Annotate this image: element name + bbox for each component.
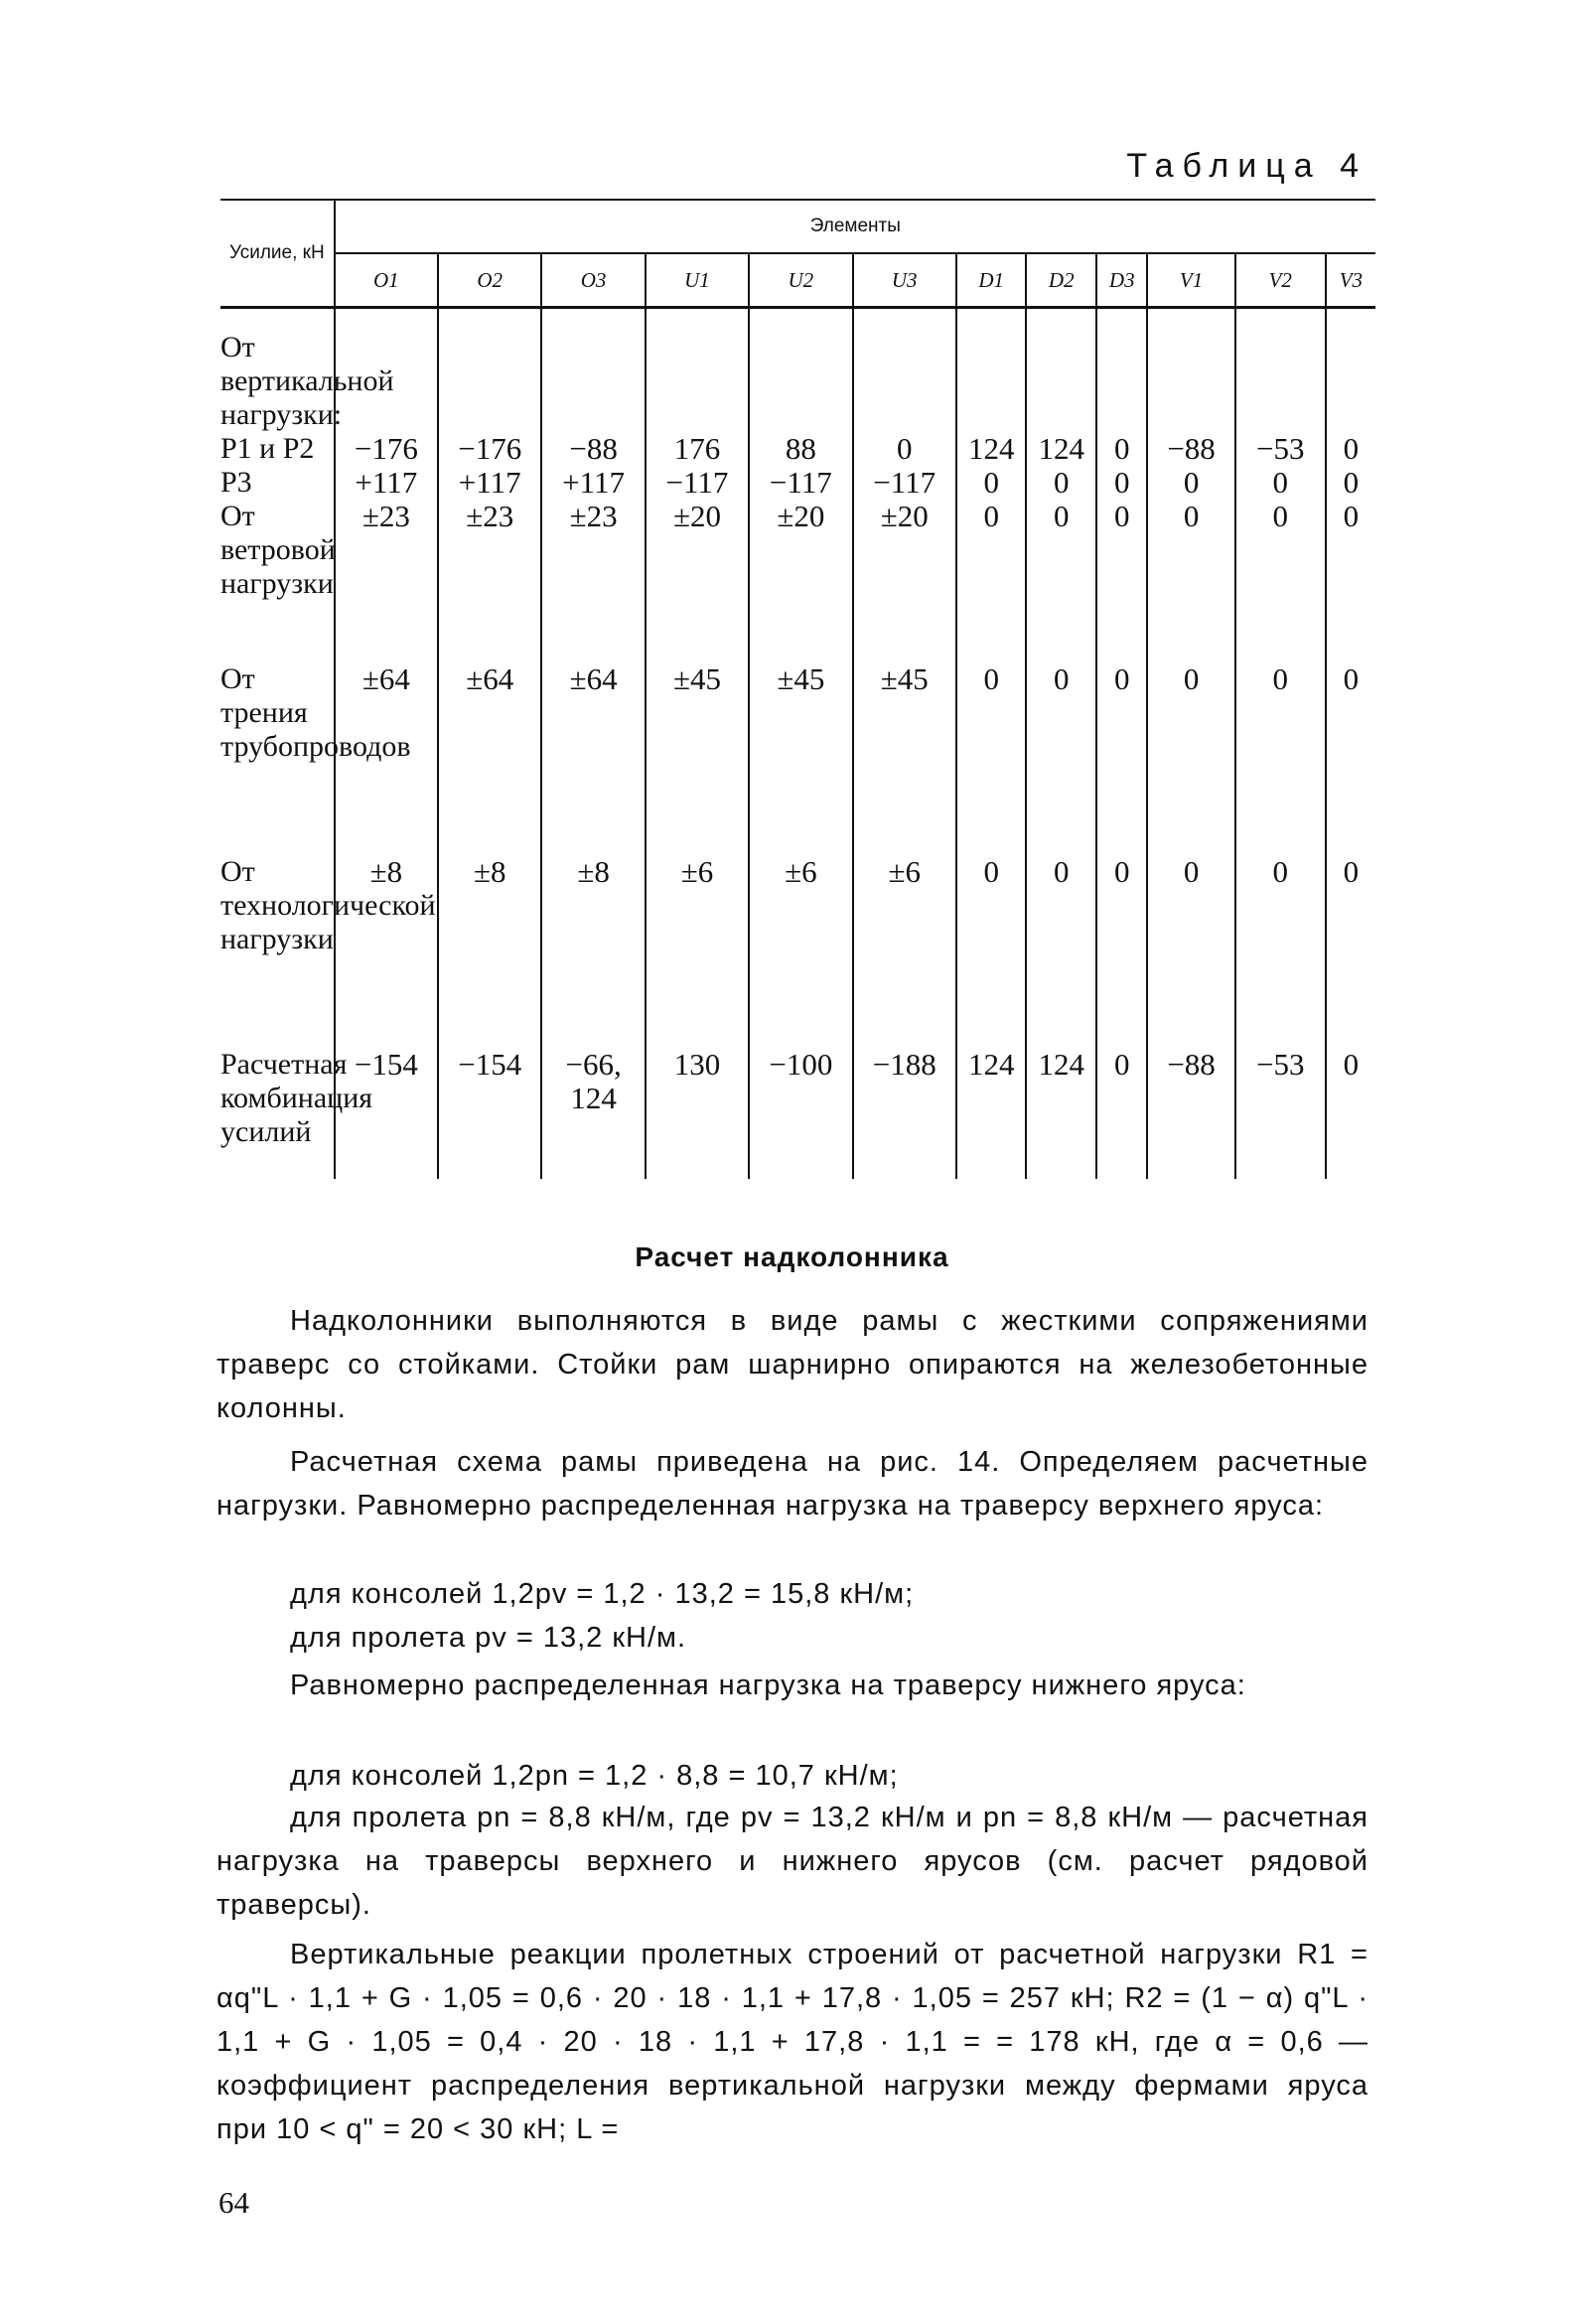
table-cell: −66, 124 (541, 1048, 645, 1179)
table-cell: −154 (438, 1048, 541, 1179)
table-cell: ±6 (749, 855, 852, 1048)
table-cell: 0 (1026, 855, 1096, 1048)
table-cell: ±23 (541, 500, 645, 662)
table-row (220, 1048, 1375, 1179)
table-caption: Таблица 4 (1126, 147, 1368, 185)
table-cell: 0 (956, 500, 1027, 662)
paragraph-2: Расчетная схема рамы приведена на рис. 14. Определяем расчетные нагрузки. Равномерно распределенная нагрузка на траверсу верхнего яруса: (216, 1446, 1368, 1522)
table-cell: −188 (853, 1048, 956, 1179)
table-cell: ±45 (853, 662, 956, 855)
table-cell: −88 (1147, 1048, 1234, 1179)
table-cell: ±8 (438, 855, 541, 1048)
table-cell: −176 (438, 432, 541, 466)
table-cell: 176 (646, 432, 749, 466)
table-cell: ±64 (335, 662, 438, 855)
table-row (220, 500, 1375, 662)
table-cell: 0 (853, 432, 956, 466)
table-cell: 0 (1096, 500, 1147, 662)
table-cell: 0 (1147, 500, 1234, 662)
table-cell: −100 (749, 1048, 852, 1179)
column-header: D3 (1096, 253, 1147, 308)
table-cell: ±64 (438, 662, 541, 855)
table-cell: 0 (1096, 432, 1147, 466)
table-cell (853, 308, 956, 433)
paragraph-1: Надколонники выполняются в виде рамы с жесткими сопряжениями траверс со стойками. Стойки рам шарнирно опираются на железобетонные колонны. (216, 1305, 1368, 1424)
table-cell: 0 (1096, 662, 1147, 855)
table-cell (956, 308, 1027, 433)
table-cell: 0 (1235, 500, 1326, 662)
formula-console-lower: для консолей 1,2pn = 1,2 · 8,8 = 10,7 кН/м; (290, 1760, 899, 1792)
table-row (220, 466, 1375, 500)
table-cell: −117 (646, 466, 749, 500)
table-cell: ±45 (749, 662, 852, 855)
section-heading: Расчет надколонника (635, 1241, 949, 1272)
table-cell: 0 (1326, 1048, 1375, 1179)
table-cell: 0 (1326, 432, 1375, 466)
table-cell: 0 (1326, 466, 1375, 500)
table-cell (1326, 308, 1375, 433)
column-header: U3 (853, 253, 956, 308)
row-label: P1 и P2 (220, 432, 315, 465)
table-cell: ±6 (853, 855, 956, 1048)
table-cell: +117 (541, 466, 645, 500)
column-header: O1 (335, 253, 438, 308)
table-cell: ±8 (541, 855, 645, 1048)
table-cell (1096, 308, 1147, 433)
column-header: U2 (749, 253, 852, 308)
column-header: U1 (646, 253, 749, 308)
column-header: V3 (1326, 253, 1375, 308)
corner-header: Усилие, кН (228, 242, 325, 263)
column-header: D2 (1026, 253, 1096, 308)
page-number: 64 (218, 2185, 249, 2220)
table-cell: 0 (956, 855, 1027, 1048)
table-cell: 0 (1235, 466, 1326, 500)
table-cell (1147, 308, 1234, 433)
table-cell: 0 (1096, 855, 1147, 1048)
table-row (220, 855, 1375, 1048)
table-cell: 0 (1326, 500, 1375, 662)
row-label: Расчетная комбинация усилий (220, 1048, 373, 1148)
table-cell: 0 (1326, 855, 1375, 1048)
table-row (220, 308, 1375, 433)
table-cell: −117 (749, 466, 852, 500)
paragraph-3: Равномерно распределенная нагрузка на траверсу нижнего яруса: (290, 1670, 1246, 1701)
table-cell: 124 (956, 432, 1027, 466)
table-cell: 0 (1026, 466, 1096, 500)
table-cell: 0 (1147, 466, 1234, 500)
table-cell: −88 (541, 432, 645, 466)
paragraph-4: для пролета pn = 8,8 кН/м, где pv = 13,2 кН/м и pn = 8,8 кН/м — расчетная нагрузка на траверсы верхнего и нижнего ярусов (см. расчет рядовой траверсы). (216, 1802, 1368, 1921)
column-header: D1 (956, 253, 1027, 308)
table-cell: 0 (1096, 466, 1147, 500)
row-label: От технологической нагрузки (220, 855, 436, 955)
row-label: От ветровой нагрузки (220, 500, 336, 600)
table-cell (1026, 308, 1096, 433)
table-cell: ±20 (853, 500, 956, 662)
formula-span-upper: для пролета pv = 13,2 кН/м. (290, 1622, 687, 1654)
column-header: V1 (1147, 253, 1234, 308)
table-cell: +117 (335, 466, 438, 500)
table-cell: ±8 (335, 855, 438, 1048)
column-header: O2 (438, 253, 541, 308)
table-cell: +117 (438, 466, 541, 500)
table-cell: 0 (1147, 855, 1234, 1048)
table-cell: −154 (335, 1048, 438, 1179)
table-cell: −88 (1147, 432, 1234, 466)
table-cell: 124 (956, 1048, 1027, 1179)
forces-table (220, 199, 1375, 1179)
table-cell: ±45 (646, 662, 749, 855)
table-cell: 0 (1235, 662, 1326, 855)
group-header: Элементы (335, 200, 1375, 253)
table-cell: −53 (1235, 432, 1326, 466)
table-body (220, 308, 1375, 1180)
table-cell: 0 (956, 466, 1027, 500)
table-cell: 124 (1026, 1048, 1096, 1179)
table-cell (438, 308, 541, 433)
table-cell: ±23 (335, 500, 438, 662)
paragraph-5: Вертикальные реакции пролетных строений от расчетной нагрузки R1 = αq"L · 1,1 + G · 1,05 = 0,6 · 20 · 18 · 1,1 + 17,8 · 1,05 = 257 кН; R2 = (1 − α) q"L · 1,1 + G · 1,05 = 0,4 · 20 · 18 · 1,1 + 17,8 · 1,1 = = 178 кН, где α = 0,6 — коэффициент распределения вертикальной нагрузки между фермами яруса при 10 < q" = 20 < 30 кН; L = (216, 1939, 1368, 2145)
table-cell: −117 (853, 466, 956, 500)
table-cell: 0 (1147, 662, 1234, 855)
table-cell: 0 (956, 662, 1027, 855)
table-cell: ±20 (749, 500, 852, 662)
table-cell: ±20 (646, 500, 749, 662)
table-cell: ±64 (541, 662, 645, 855)
table-cell (749, 308, 852, 433)
table-cell (646, 308, 749, 433)
table-row (220, 662, 1375, 855)
table-cell: −53 (1235, 1048, 1326, 1179)
table-cell: 124 (1026, 432, 1096, 466)
table-cell: 0 (1026, 500, 1096, 662)
table-cell (1235, 308, 1326, 433)
table-cell: 88 (749, 432, 852, 466)
table-cell: 0 (1326, 662, 1375, 855)
table-cell: ±23 (438, 500, 541, 662)
column-header: V2 (1235, 253, 1326, 308)
table-cell: 0 (1235, 855, 1326, 1048)
table-cell: 130 (646, 1048, 749, 1179)
table-cell: ±6 (646, 855, 749, 1048)
formula-console-upper: для консолей 1,2pv = 1,2 · 13,2 = 15,8 кН/м; (290, 1578, 915, 1610)
table-row (220, 432, 1375, 466)
table-cell: −176 (335, 432, 438, 466)
row-label: От вертикальной нагрузки: (220, 331, 394, 431)
column-header: O3 (541, 253, 645, 308)
table-cell (541, 308, 645, 433)
table-cell: 0 (1026, 662, 1096, 855)
row-label: От трения трубопроводов (220, 662, 411, 763)
row-label: P3 (220, 466, 252, 499)
table-cell: 0 (1096, 1048, 1147, 1179)
